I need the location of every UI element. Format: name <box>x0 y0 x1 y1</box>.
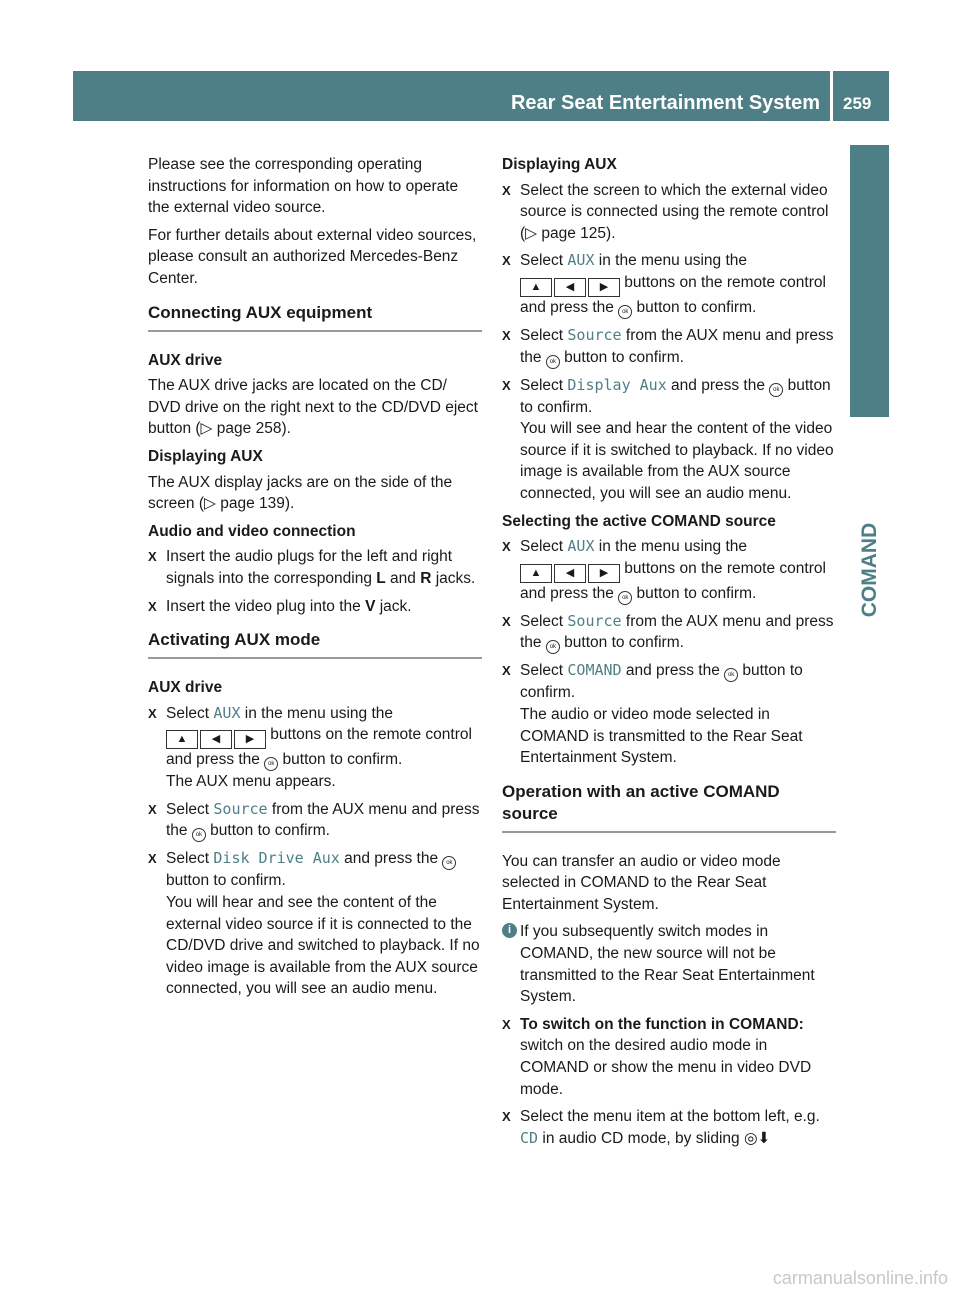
menu-item-label: Source <box>567 611 622 630</box>
menu-item-label: Display Aux <box>567 375 667 394</box>
ok-button-icon: ok <box>618 591 632 605</box>
info-note: i If you subsequently switch modes in COMAND, the new source will not be transmitted to the Rear Seat Entertainment System. <box>502 921 836 1007</box>
remote-keys <box>520 278 620 297</box>
step: X Select Display Aux and press the ok button to confirm. You will see and hear the content of the video source if it is switched to playback. If no video image is available from the AUX source connected, you will see an audio menu. <box>502 375 836 505</box>
ok-button-icon: ok <box>546 355 560 369</box>
side-tab-block <box>850 145 889 417</box>
step: X Select Source from the AUX menu and press the ok button to confirm. <box>502 325 836 369</box>
slide-down-icon: ◎⬇ <box>743 1129 771 1147</box>
remote-keys <box>166 730 266 749</box>
page-number: 259 <box>843 94 872 113</box>
menu-item-label: Source <box>213 799 268 818</box>
menu-item-label: AUX <box>567 537 595 556</box>
ok-button-icon: ok <box>724 668 738 682</box>
step: X Select COMAND and press the ok button to confirm. The audio or video mode selected in COMAND is transmitted to the Rear Seat Entertainment System. <box>502 660 836 768</box>
header-separator <box>830 71 833 121</box>
paragraph: The AUX drive jacks are located on the CD/ DVD drive on the right next to the CD/DVD eject button (▷ page 258). <box>148 377 478 438</box>
step: X Select the menu item at the bottom left, e.g. CD in audio CD mode, by sliding ◎⬇ <box>502 1106 836 1149</box>
step: X Select Disk Drive Aux and press the ok button to confirm. You will hear and see the content of the external video source if it is connected to the CD/DVD drive and switched to playback. If no video image is available from the AUX source connected, you will see an audio menu. <box>148 848 482 1000</box>
right-key-icon: ▶ <box>588 278 620 297</box>
step: X Insert the video plug into the V jack. <box>148 596 482 618</box>
paragraph: For further details about external video sources, please consult an authorized Mercedes-Benz Center. <box>148 226 477 287</box>
header-bar <box>73 71 889 121</box>
ok-button-icon: ok <box>192 828 206 842</box>
step: X Select AUX in the menu using the ▲ ◀ ▶ buttons on the remote control and press the ok button to confirm. The AUX menu appears. <box>148 703 482 793</box>
left-key-icon: ◀ <box>200 730 232 749</box>
right-key-icon: ▶ <box>234 730 266 749</box>
menu-item-label: AUX <box>213 703 241 722</box>
section-heading: Activating AUX mode <box>148 629 482 659</box>
left-column <box>148 154 482 1006</box>
watermark: carmanualsonline.info <box>772 1268 948 1289</box>
up-key-icon: ▲ <box>520 278 552 297</box>
subheading: AUX drive <box>148 679 223 697</box>
subheading: Displaying AUX <box>148 447 263 465</box>
up-key-icon: ▲ <box>166 730 198 749</box>
step: X Select Source from the AUX menu and press the ok button to confirm. <box>502 611 836 655</box>
paragraph: Please see the corresponding operating instructions for information on how to operate the external video source. <box>148 156 459 217</box>
left-key-icon: ◀ <box>554 278 586 297</box>
subheading: AUX drive <box>148 351 223 369</box>
subheading: Audio and video connection <box>148 522 356 540</box>
menu-item-label: CD <box>520 1128 539 1147</box>
section-heading: Operation with an active COMAND source <box>502 781 836 833</box>
ok-button-icon: ok <box>264 757 278 771</box>
step: X Select AUX in the menu using the ▲ ◀ ▶ buttons on the remote control and press the ok button to confirm. <box>502 536 836 605</box>
section-heading: Connecting AUX equipment <box>148 302 482 332</box>
info-icon: i <box>502 923 517 938</box>
step: X Select AUX in the menu using the ▲ ◀ ▶ buttons on the remote control and press the ok button to confirm. <box>502 250 836 319</box>
ok-button-icon: ok <box>769 383 783 397</box>
page-title: Rear Seat Entertainment System <box>510 92 820 114</box>
step: X To switch on the function in COMAND: switch on the desired audio mode in COMAND or show the menu in video DVD mode. <box>502 1014 836 1100</box>
menu-item-label: Disk Drive Aux <box>213 849 340 868</box>
step: X Select Source from the AUX menu and press the ok button to confirm. <box>148 799 482 843</box>
ok-button-icon: ok <box>618 305 632 319</box>
right-key-icon: ▶ <box>588 564 620 583</box>
paragraph: You can transfer an audio or video mode selected in COMAND to the Rear Seat Entertainment System. <box>502 852 781 913</box>
paragraph: The AUX display jacks are on the side of the screen (▷ page 139). <box>148 473 453 513</box>
subheading: Selecting the active COMAND source <box>502 512 776 530</box>
step: X Insert the audio plugs for the left and right signals into the corresponding L and R jacks. <box>148 546 482 589</box>
side-tab-label: COMAND <box>858 522 882 618</box>
menu-item-label: AUX <box>567 251 595 270</box>
step: X Select the screen to which the external video source is connected using the remote control (▷ page 125). <box>502 180 836 245</box>
menu-item-label: Source <box>567 325 622 344</box>
left-key-icon: ◀ <box>554 564 586 583</box>
remote-keys <box>520 564 620 583</box>
menu-item-label: COMAND <box>567 661 622 680</box>
ok-button-icon: ok <box>442 856 456 870</box>
right-column <box>502 154 836 1155</box>
ok-button-icon: ok <box>546 640 560 654</box>
subheading: Displaying AUX <box>502 156 617 173</box>
up-key-icon: ▲ <box>520 564 552 583</box>
